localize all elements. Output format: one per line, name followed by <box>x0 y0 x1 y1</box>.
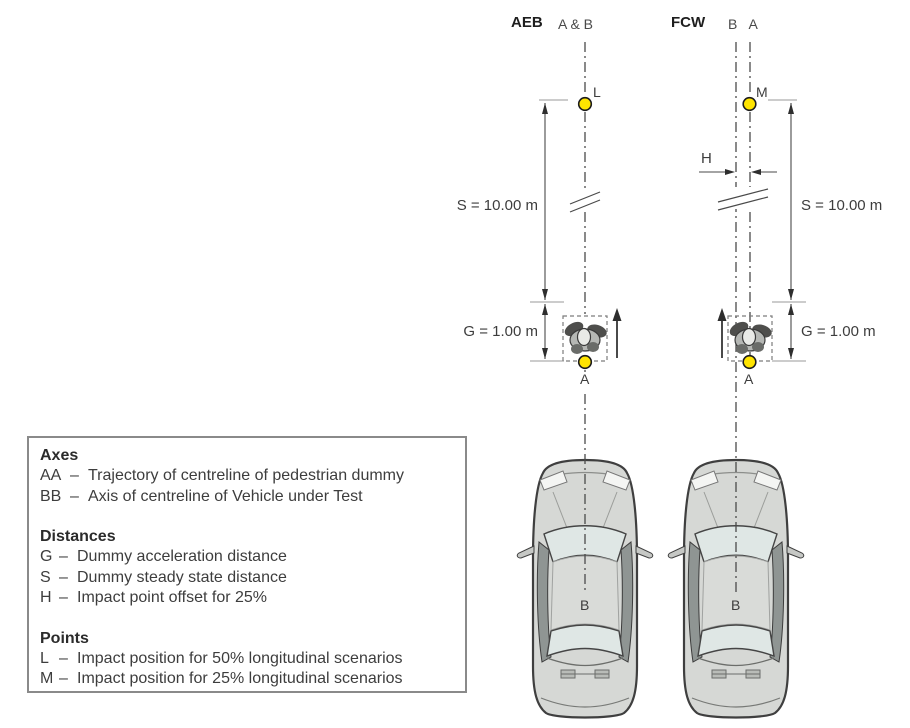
aeb-point-a-marker <box>579 356 592 369</box>
fcw-axes-label: B A <box>728 16 762 32</box>
legend-item: M – Impact position for 25% longitudinal scenarios <box>40 670 403 687</box>
aeb-dummy-motion-arrow <box>613 308 622 358</box>
fcw-s-dimension <box>768 100 797 300</box>
impact-point-m-marker <box>743 98 756 111</box>
legend-item: S – Dummy steady state distance <box>40 568 287 586</box>
fcw-g-dimension-label: G = 1.00 m <box>801 323 876 340</box>
legend-item: AA – Trajectory of centreline of pedestrian dummy <box>40 467 404 484</box>
aeb-s-dimension <box>539 100 568 300</box>
fcw-dummy-motion-arrow <box>718 308 727 358</box>
legend-item: L – Impact position for 50% longitudinal scenarios <box>40 649 403 667</box>
aeb-s-dimension-label: S = 10.00 m <box>456 197 538 214</box>
legend-section-distances <box>40 526 455 609</box>
fcw-h-dimension-label: H <box>701 150 712 167</box>
fcw-scenario-title: FCW <box>671 14 706 31</box>
aeb-axis-break <box>570 191 600 212</box>
legend-section-title: Axes <box>40 447 79 464</box>
fcw-s-dimension-label: S = 10.00 m <box>801 197 883 214</box>
legend-item: BB – Axis of centreline of Vehicle under Test <box>40 487 363 505</box>
fcw-point-b-label: B <box>731 597 741 613</box>
impact-point-m-label: M <box>756 84 768 100</box>
impact-point-l-marker <box>579 98 592 111</box>
impact-point-l-label: L <box>593 84 601 100</box>
legend-item: G – Dummy acceleration distance <box>40 548 287 565</box>
aeb-g-dimension-label: G = 1.00 m <box>463 323 538 340</box>
pedestrian-dummy-aeb <box>562 316 608 361</box>
fcw-h-dimension <box>699 169 777 175</box>
fcw-point-a-marker <box>743 356 756 369</box>
fcw-point-a-label: A <box>744 371 754 387</box>
legend-section-title: Points <box>40 629 89 647</box>
aeb-point-a-label: A <box>580 371 590 387</box>
aeb-scenario-title: AEB <box>511 14 543 31</box>
legend-box <box>27 436 467 693</box>
legend-item: H – Impact point offset for 25% <box>40 589 268 606</box>
legend-section-title: Distances <box>40 528 116 545</box>
legend-section-axes <box>40 445 455 507</box>
legend-section-points <box>40 628 455 690</box>
aeb-axes-label: A & B <box>558 16 594 32</box>
fcw-axis-break <box>718 187 768 210</box>
aeb-point-b-label: B <box>580 597 590 613</box>
